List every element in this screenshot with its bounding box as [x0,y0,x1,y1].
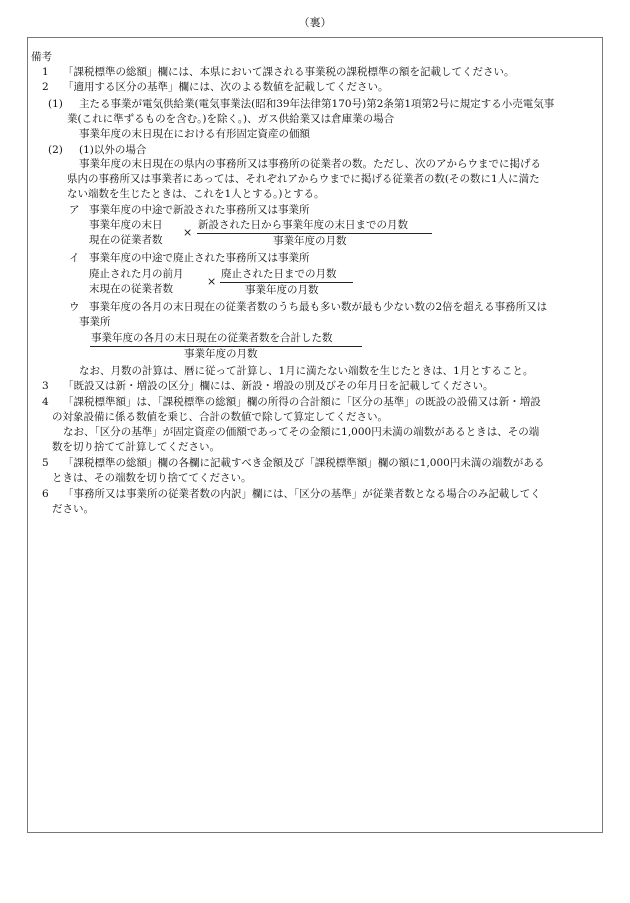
note-5-number: 5 [42,457,49,469]
item-u-line-2: 事業所 [79,316,111,328]
item-i-denominator: 事業年度の月数 [245,284,319,296]
note-5-line-1: 「課税標準の総額」欄の各欄に記載すべき金額及び「課税標準額」欄の額に1,000円未満の端数がある [63,457,545,469]
note-4-line-2: の対象設備に係る数値を乗じ、合計の数値で除して算定してください。 [52,411,388,423]
note-2-1-line-3: 事業年度の末日現在における有形固定資産の価額 [79,128,310,140]
item-i-text: 事業年度の中途で廃止された事務所又は事業所 [89,252,310,264]
item-i-left-line-2: 末現在の従業者数 [89,283,173,295]
note-1-text: 「課税標準の総額」欄には、本県において課される事業税の課税標準の額を記載してください。 [63,66,515,78]
item-a-denominator: 事業年度の月数 [273,235,347,247]
note-6-number: 6 [42,488,49,500]
item-u-line-1: 事業年度の各月の末日現在の従業者数のうち最も多い数が最も少ない数の2倍を超える事務所又は [89,301,548,313]
note-3-number: 3 [42,380,49,392]
note-2-text: 「適用する区分の基準」欄には、次のよる数値を記載してください。 [63,81,389,93]
note-3-text: 「既設又は新・増設の区分」欄には、新設・増設の別及びその年月日を記載してください。 [63,380,494,392]
note-2-2-line-1: 事業年度の末日現在の県内の事務所又は事務所の従業者の数。ただし、次のアからウまでに掲げる [79,158,541,170]
item-u-denominator: 事業年度の月数 [184,348,258,360]
item-u-mark: ウ [69,301,80,313]
note-2-number: 2 [42,81,49,93]
note-5-line-2: ときは、その端数を切り捨ててください。 [52,472,252,484]
note-2-1-line-2: 業(これに準ずるものを含む。)を除く。)、ガス供給業又は倉庫業の場合 [67,113,395,125]
note-2-2-line-2: 県内の事務所又は事業者にあっては、それぞれアからウまでに掲げる従業者の数(その数に1人に満た [67,173,540,185]
note-6-line-2: ださい。 [52,503,94,515]
item-a-left-line-2: 現在の従業者数 [89,234,163,246]
page-side-label: （裏） [298,16,332,29]
note-2-2-heading: (1)以外の場合 [79,144,147,156]
item-u-numerator: 事業年度の各月の末日現在の従業者数を合計した数 [91,332,333,344]
note-4-line-1: 「課税標準額」は、「課税標準の総額」欄の所得の合計額に「区分の基準」の既設の設備又は新・増設 [63,396,541,408]
note-2-2-line-3: ない端数を生じたときは、これを1人とする。)とする。 [67,188,325,200]
item-a-left-line-1: 事業年度の末日 [89,219,163,231]
item-a-text: 事業年度の中途で新設された事務所又は事業所 [89,204,310,216]
note-4-line-3: なお、「区分の基準」が固定資産の価額であってその金額に1,000円未満の端数があるときは、その端 [63,426,540,438]
note-2-1-line-1: 主たる事業が電気供給業(電気事業法(昭和39年法律第170号)第2条第1項第2号に規定する小売電気事 [79,98,555,110]
note-2-2-number: (2) [48,144,63,156]
month-calculation-note: なお、月数の計算は、暦に従って計算し、1月に満たない端数を生じたときは、1月とすること。 [79,365,534,377]
note-2-1-number: (1) [48,98,63,110]
item-i-left-line-1: 廃止された月の前月 [89,268,184,280]
notes-title: 備考 [31,51,52,63]
note-4-number: 4 [42,396,49,408]
item-a-numerator: 新設された日から事業年度の末日までの月数 [198,219,408,231]
note-1-number: 1 [42,66,49,78]
item-i-times-sign: × [207,275,217,288]
item-a-mark: ア [69,204,80,216]
item-a-times-sign: × [183,226,193,239]
item-i-mark: イ [69,252,80,264]
item-i-numerator: 廃止された日までの月数 [221,268,337,280]
note-6-line-1: 「事務所又は事業所の従業者数の内訳」欄には、「区分の基準」が従業者数となる場合のみ記載してく [63,488,541,500]
note-4-line-4: 数を切り捨てて計算してください。 [52,441,220,453]
